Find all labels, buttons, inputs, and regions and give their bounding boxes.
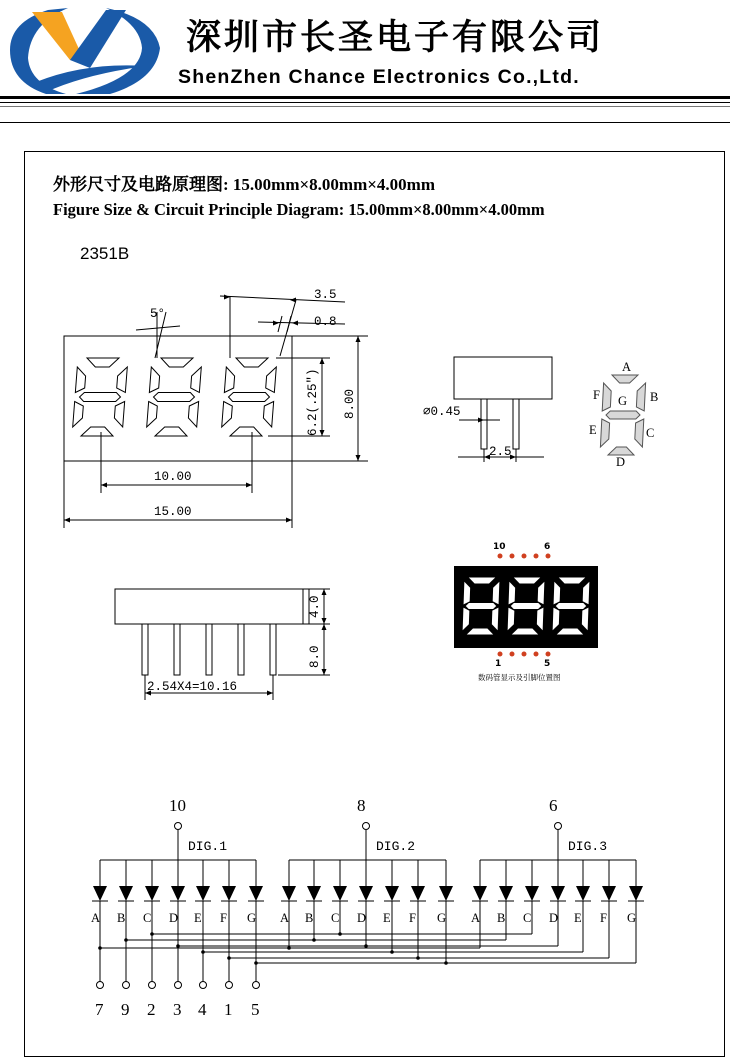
- common-pin-number: 6: [549, 796, 558, 815]
- common-pin-number: 8: [357, 796, 366, 815]
- side-pin-right: [513, 399, 519, 449]
- segment-label-a: A: [471, 911, 481, 925]
- led-diode-icon: [499, 886, 513, 901]
- photo-pin-bottom-left: 1: [495, 659, 502, 669]
- led-diode-icon: [171, 886, 185, 901]
- segment-pin-number: 5: [251, 1000, 260, 1019]
- segment-d: [155, 427, 187, 436]
- arrow-inner-left: [101, 483, 107, 488]
- ext-thick-1: [278, 316, 282, 332]
- segment-pin-circle: [149, 982, 156, 989]
- arrow-spacing-right: [290, 298, 296, 303]
- photo-bottom-pin-dot-5: [546, 652, 551, 657]
- photo-top-pin-dot-4: [534, 554, 539, 559]
- photo-bottom-pin-dot-1: [498, 652, 503, 657]
- arrow-thick-right: [292, 321, 298, 326]
- led-diode-icon: [249, 886, 263, 901]
- photo-top-pin-dot-5: [546, 554, 551, 559]
- photo-pin-top-right: 6: [544, 542, 551, 552]
- segment-label-g: G: [618, 394, 628, 408]
- segment-pin-circle: [123, 982, 130, 989]
- segment-pin-circle: [175, 982, 182, 989]
- segment-f: [602, 383, 611, 411]
- bottom-pin-3: [206, 624, 212, 675]
- segment-pin-number: 7: [95, 1000, 104, 1019]
- digit-group-1: [91, 796, 264, 965]
- led-diode-icon: [145, 886, 159, 901]
- segment-label-g: G: [437, 911, 447, 925]
- digit-group-2: [280, 796, 454, 965]
- photo-top-pin-dot-2: [510, 554, 515, 559]
- front-digit-1: [73, 358, 128, 436]
- segment-a: [236, 358, 268, 367]
- segment-g: [467, 604, 496, 609]
- segment-label-c: C: [143, 911, 152, 925]
- angle-arc: [136, 326, 180, 330]
- bottom-pin-2: [174, 624, 180, 675]
- segment-pin-number: 2: [147, 1000, 156, 1019]
- segment-b: [117, 367, 128, 393]
- pin-diameter-label: ∅0.45: [423, 405, 461, 419]
- segment-label-f: F: [220, 911, 227, 925]
- segment-b: [266, 367, 277, 393]
- led-diode-icon: [359, 886, 373, 901]
- segment-label-c: C: [331, 911, 340, 925]
- segment-e: [222, 402, 233, 428]
- segment-g: [154, 393, 195, 402]
- side-pin-left: [481, 399, 487, 449]
- segment-pin-number: 9: [121, 1000, 130, 1019]
- led-diode-icon: [602, 886, 616, 901]
- arrow-inner-right: [246, 483, 252, 488]
- segment-label-d: D: [549, 911, 559, 925]
- segment-pin-number: 1: [224, 1000, 233, 1019]
- segment-g: [229, 393, 270, 402]
- bottom-pin-5: [270, 624, 276, 675]
- arrow-total-right: [286, 518, 292, 523]
- segment-d: [608, 447, 634, 455]
- front-digit-2: [147, 358, 202, 436]
- common-pin-circle: [175, 823, 182, 830]
- arrow-total-left: [64, 518, 70, 523]
- bottom-pin-4: [238, 624, 244, 675]
- bottom-body: [115, 589, 303, 624]
- common-label: DIG.1: [188, 839, 228, 854]
- bottom-pin-1: [142, 624, 148, 675]
- display-photo: [454, 542, 598, 669]
- digit-group-3: [471, 796, 644, 963]
- led-diode-icon: [439, 886, 453, 901]
- part-number: 2351B: [80, 244, 130, 263]
- led-diode-icon: [525, 886, 539, 901]
- front-dim-labels: [150, 288, 357, 519]
- photo-top-pin-dot-1: [498, 554, 503, 559]
- segment-e: [147, 402, 158, 428]
- segment-d: [230, 427, 262, 436]
- front-body-outline: [64, 336, 292, 461]
- segment-label-a: A: [91, 911, 101, 925]
- title-chinese: 外形尺寸及电路原理图: 15.00mm×8.00mm×4.00mm: [53, 175, 436, 194]
- common-pin-circle: [555, 823, 562, 830]
- pin-pitch-label: 2.5: [489, 445, 512, 459]
- bottom-labels: [147, 595, 322, 694]
- front-digits: [73, 358, 277, 436]
- segment-buses: [100, 934, 636, 963]
- led-diode-icon: [473, 886, 487, 901]
- segment-label-f: F: [600, 911, 607, 925]
- segment-g: [606, 411, 640, 419]
- led-diode-icon: [93, 886, 107, 901]
- led-diode-icon: [222, 886, 236, 901]
- segment-a: [87, 358, 119, 367]
- segment-a: [161, 358, 193, 367]
- led-diode-icon: [119, 886, 133, 901]
- segment-label-b: B: [497, 911, 506, 925]
- angle-label: 5°: [150, 307, 166, 321]
- segment-label-c: C: [523, 911, 532, 925]
- segment-d: [81, 427, 113, 436]
- segment-label-g: G: [627, 911, 637, 925]
- segment-b: [636, 383, 645, 411]
- led-diode-icon: [196, 886, 210, 901]
- segment-label-e: E: [574, 911, 582, 925]
- segment-g: [557, 604, 586, 609]
- side-body: [454, 357, 552, 399]
- segment-c: [635, 419, 644, 447]
- company-name-chinese: 深圳市长圣电子有限公司: [186, 18, 605, 58]
- segment-identification: [600, 375, 645, 455]
- arrow-digit-top: [320, 358, 325, 364]
- segment-label-b: B: [305, 911, 314, 925]
- company-name-english: ShenZhen Chance Electronics Co.,Ltd.: [178, 66, 580, 88]
- segment-label-f: F: [593, 388, 600, 402]
- segment-g: [512, 604, 541, 609]
- segment-c: [114, 402, 124, 428]
- front-view: [64, 296, 368, 528]
- thickness-label: 4.0: [308, 595, 322, 618]
- segment-c: [188, 402, 198, 428]
- segment-e: [600, 419, 609, 447]
- total-width-label: 15.00: [154, 505, 192, 519]
- segment-label-d: D: [169, 911, 179, 925]
- segment-f: [75, 367, 85, 393]
- segment-label-b: B: [650, 390, 659, 404]
- segment-label-c: C: [646, 426, 655, 440]
- common-label: DIG.2: [376, 839, 416, 854]
- photo-caption: 数码管显示及引脚位置图: [478, 673, 561, 682]
- segment-f: [149, 367, 159, 393]
- spacing-label: 3.5: [314, 288, 337, 302]
- segment-label-a: A: [280, 911, 290, 925]
- thickness-label: 0.8: [314, 315, 337, 329]
- segment-f: [224, 367, 234, 393]
- segment-pin-circle: [200, 982, 207, 989]
- segment-label-d: D: [357, 911, 367, 925]
- photo-bottom-pin-dot-3: [522, 652, 527, 657]
- side-labels: [423, 405, 512, 459]
- led-diode-icon: [307, 886, 321, 901]
- pin-span-label: 2.54X4=10.16: [147, 680, 238, 694]
- inner-width-label: 10.00: [154, 470, 192, 484]
- segment-pin-circle: [253, 982, 260, 989]
- led-diode-icon: [551, 886, 565, 901]
- photo-pin-bottom-right: 5: [544, 659, 551, 669]
- arrow-height-bottom: [356, 455, 361, 461]
- segment-pin-number: 3: [173, 1000, 182, 1019]
- photo-pin-top-left: 10: [493, 542, 506, 552]
- segment-label-e: E: [194, 911, 202, 925]
- common-label: DIG.3: [568, 839, 608, 854]
- segment-g: [80, 393, 121, 402]
- led-diode-icon: [385, 886, 399, 901]
- segment-pin-number: 4: [198, 1000, 207, 1019]
- segment-c: [263, 402, 273, 428]
- led-diode-icon: [282, 886, 296, 901]
- circuit-diagram: [91, 796, 644, 1019]
- pin-length-label: 8.0: [308, 645, 322, 668]
- segment-e: [73, 402, 84, 428]
- photo-bottom-pin-dot-2: [510, 652, 515, 657]
- led-diode-icon: [333, 886, 347, 901]
- ext-thick-2: [287, 316, 291, 332]
- segment-b: [191, 367, 202, 393]
- photo-top-pin-dot-3: [522, 554, 527, 559]
- segment-label-e: E: [383, 911, 391, 925]
- arrow-digit-bottom: [320, 430, 325, 436]
- led-diode-icon: [411, 886, 425, 901]
- arrow-spacing-left: [224, 295, 230, 300]
- common-pin-circle: [363, 823, 370, 830]
- body-height-label: 8.00: [343, 388, 357, 419]
- segment-label-e: E: [589, 423, 597, 437]
- arrow-height-top: [356, 336, 361, 342]
- common-pin-number: 10: [169, 796, 186, 815]
- segment-label-f: F: [409, 911, 416, 925]
- segment-label-b: B: [117, 911, 126, 925]
- title-english: Figure Size & Circuit Principle Diagram: 15.00mm×8.00mm×4.00mm: [53, 200, 545, 219]
- segment-a: [612, 375, 638, 383]
- digit-height-label: 6.2(.25"): [306, 368, 320, 436]
- led-diode-icon: [629, 886, 643, 901]
- segment-label-a: A: [622, 360, 632, 374]
- segment-pin-circle: [97, 982, 104, 989]
- segment-label-g: G: [247, 911, 257, 925]
- segment-label-d: D: [616, 455, 626, 469]
- led-diode-icon: [576, 886, 590, 901]
- front-digit-3: [222, 358, 277, 436]
- front-dim-arrows: [64, 295, 516, 696]
- arrow-thick-left: [273, 321, 279, 326]
- photo-bottom-pin-dot-4: [534, 652, 539, 657]
- segment-pin-circle: [226, 982, 233, 989]
